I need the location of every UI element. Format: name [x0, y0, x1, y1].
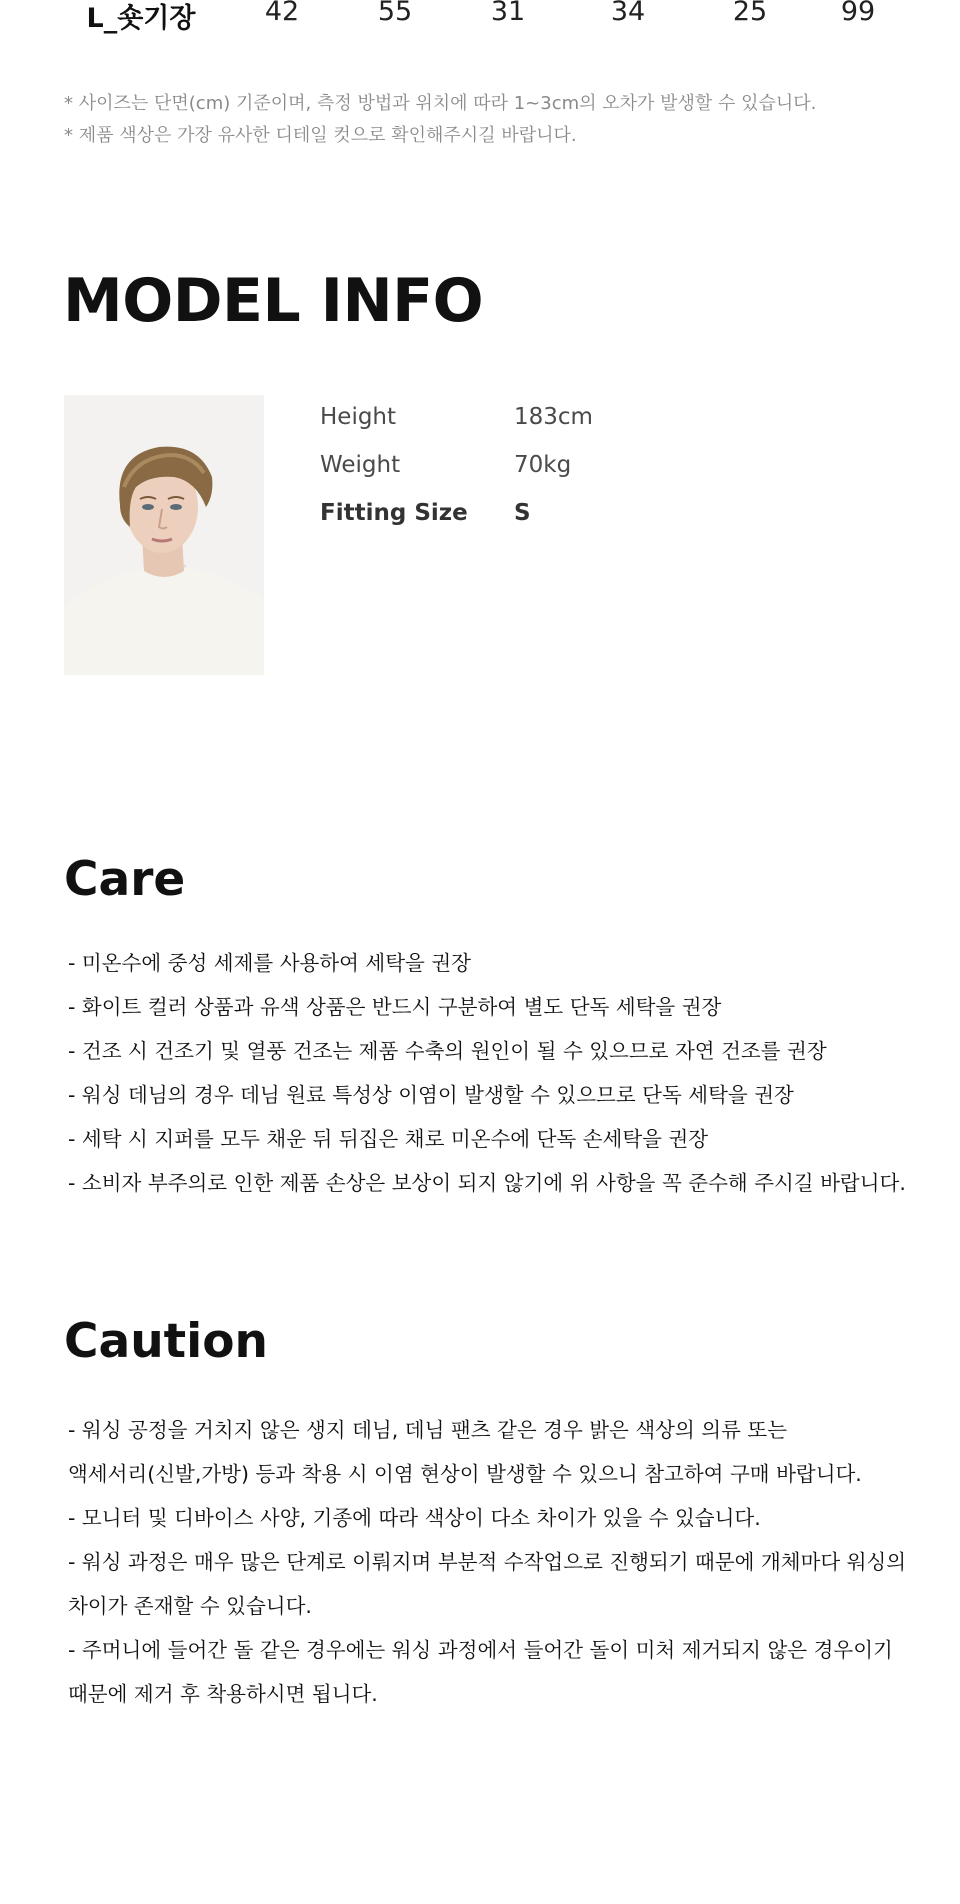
model-info-table — [320, 400, 720, 544]
size-cell: 31 — [490, 0, 526, 27]
model-info-title: MODEL INFO — [63, 266, 484, 336]
model-fitting-size-row — [320, 496, 720, 544]
care-item: - 세탁 시 지퍼를 모두 채운 뒤 뒤집은 채로 미온수에 단독 손세탁을 권장 — [68, 1127, 709, 1151]
care-list — [68, 941, 928, 1205]
size-cell: 34 — [610, 0, 646, 27]
caution-title: Caution — [64, 1314, 268, 1369]
model-height-row — [320, 400, 720, 448]
caution-line: 액세서리(신발,가방) 등과 착용 시 이염 현상이 발생할 수 있으니 참고하여 구매 바랍니다. — [68, 1462, 862, 1486]
model-photo — [64, 395, 264, 675]
caution-line: - 워싱 공정을 거치지 않은 생지 데님, 데님 팬츠 같은 경우 밝은 색상의 의류 또는 — [68, 1418, 788, 1442]
model-height-value: 183cm — [514, 404, 593, 430]
size-cell: 25 — [732, 0, 768, 27]
care-item: - 화이트 컬러 상품과 유색 상품은 반드시 구분하여 별도 단독 세탁을 권장 — [68, 995, 722, 1019]
size-table-row-l-short — [0, 0, 960, 34]
size-cell: 55 — [377, 0, 413, 27]
caution-line: 차이가 존재할 수 있습니다. — [68, 1594, 312, 1618]
size-cell: 99 — [840, 0, 876, 27]
care-item: - 워싱 데님의 경우 데님 원료 특성상 이염이 발생할 수 있으므로 단독 세탁을 권장 — [68, 1083, 794, 1107]
model-weight-value: 70kg — [514, 452, 572, 478]
model-fitting-size-label: Fitting Size — [320, 500, 468, 526]
size-cell: 42 — [264, 0, 300, 27]
size-note: * 제품 색상은 가장 유사한 디테일 컷으로 확인해주시길 바랍니다. — [64, 125, 577, 146]
model-weight-label: Weight — [320, 452, 401, 478]
caution-line: - 주머니에 들어간 돌 같은 경우에는 워싱 과정에서 들어간 돌이 미처 제거되지 않은 경우이기 — [68, 1638, 893, 1662]
model-weight-row — [320, 448, 720, 496]
size-row-label: L_숏기장 — [86, 3, 196, 34]
model-portrait-image — [64, 395, 264, 675]
care-item: - 미온수에 중성 세제를 사용하여 세탁을 권장 — [68, 951, 471, 975]
caution-line: - 모니터 및 디바이스 사양, 기종에 따라 색상이 다소 차이가 있을 수 있습니다. — [68, 1506, 761, 1530]
care-item: - 건조 시 건조기 및 열풍 건조는 제품 수축의 원인이 될 수 있으므로 자연 건조를 권장 — [68, 1039, 827, 1063]
model-fitting-size-value: S — [514, 500, 531, 526]
care-item: - 소비자 부주의로 인한 제품 손상은 보상이 되지 않기에 위 사항을 꼭 준수해 주시길 바랍니다. — [68, 1171, 906, 1195]
size-note: * 사이즈는 단면(cm) 기준이며, 측정 방법과 위치에 따라 1~3cm의 오차가 발생할 수 있습니다. — [64, 93, 817, 114]
caution-line: - 워싱 과정은 매우 많은 단계로 이뤄지며 부분적 수작업으로 진행되기 때문에 개체마다 워싱의 — [68, 1550, 907, 1574]
caution-list — [68, 1408, 928, 1716]
size-notes — [64, 88, 816, 152]
model-height-label: Height — [320, 404, 397, 430]
caution-line: 때문에 제거 후 착용하시면 됩니다. — [68, 1682, 378, 1706]
care-title: Care — [64, 852, 186, 907]
